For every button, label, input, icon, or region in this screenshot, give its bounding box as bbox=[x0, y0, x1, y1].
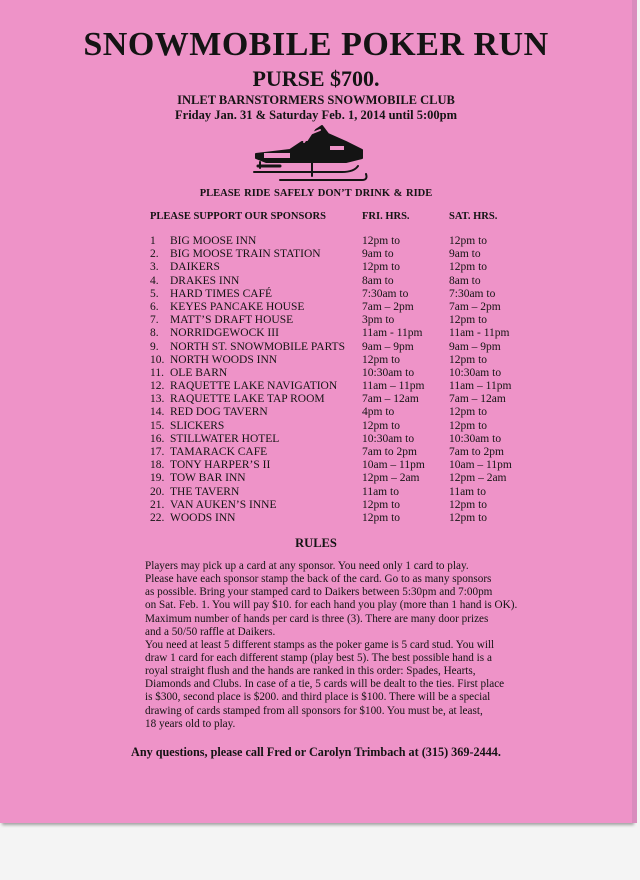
list-item bbox=[0, 327, 632, 340]
sponsor-number: 22. bbox=[150, 511, 165, 524]
sponsor-number: 12. bbox=[150, 380, 165, 393]
sponsor-name: NORTH ST. SNOWMOBILE PARTS bbox=[170, 340, 345, 353]
rule-line: as possible. Bring your stamped card to Daikers between 5:30pm and 7:00pm bbox=[145, 586, 493, 599]
list-item bbox=[0, 472, 632, 485]
list-item bbox=[0, 499, 632, 512]
sponsor-number: 19. bbox=[150, 472, 165, 485]
sat-hours-header: SAT. HRS. bbox=[449, 211, 498, 222]
rule-line: and a 50/50 raffle at Daikers. bbox=[145, 625, 276, 638]
list-item bbox=[0, 393, 632, 406]
rule-line: Maximum number of hands per card is three (3). There are many door prizes bbox=[145, 612, 489, 625]
sponsor-number: 18. bbox=[150, 459, 165, 472]
rule-line: drawing of cards stamped from all sponsors for $100. You must be, at least, bbox=[145, 704, 483, 717]
sponsor-sat-hours: 12pm to bbox=[449, 353, 488, 366]
sponsor-number: 20. bbox=[150, 485, 165, 498]
sponsor-number: 5. bbox=[150, 287, 159, 300]
sponsor-sat-hours: 8am to bbox=[449, 274, 481, 287]
sponsor-number: 11. bbox=[150, 366, 164, 379]
list-item bbox=[0, 446, 632, 459]
sponsor-name: BIG MOOSE TRAIN STATION bbox=[170, 248, 321, 261]
sponsor-fri-hours: 11am to bbox=[362, 485, 399, 498]
sponsor-sat-hours: 11am - 11pm bbox=[449, 327, 510, 340]
sponsor-fri-hours: 11am - 11pm bbox=[362, 327, 423, 340]
rule-line: on Sat. Feb. 1. You will pay $10. for each hand you play (more than 1 hand is OK). bbox=[145, 599, 518, 612]
list-item bbox=[0, 367, 632, 380]
sponsor-sat-hours: 12pm to bbox=[449, 511, 488, 524]
sponsor-fri-hours: 9am to bbox=[362, 248, 394, 261]
sponsor-number: 7. bbox=[150, 314, 159, 327]
sponsor-fri-hours: 12pm to bbox=[362, 261, 401, 274]
purse-amount: PURSE $700. bbox=[252, 66, 380, 91]
flyer-title: SNOWMOBILE POKER RUN bbox=[83, 26, 549, 63]
sponsor-fri-hours: 3pm to bbox=[362, 314, 395, 327]
sponsor-sat-hours: 11am – 11pm bbox=[449, 380, 512, 393]
sponsor-sat-hours: 7:30am to bbox=[449, 287, 496, 300]
sponsor-fri-hours: 10am – 11pm bbox=[362, 459, 425, 472]
rule-line: 18 years old to play. bbox=[145, 717, 236, 730]
rule-line: Players may pick up a card at any sponsor. You need only 1 card to play. bbox=[145, 560, 469, 572]
event-dates: Friday Jan. 31 & Saturday Feb. 1, 2014 until 5:00pm bbox=[175, 108, 457, 122]
sponsor-sat-hours: 11am to bbox=[449, 485, 486, 498]
list-item bbox=[0, 433, 632, 446]
sponsor-fri-hours: 12pm to bbox=[362, 511, 401, 524]
sponsor-number: 6. bbox=[150, 300, 159, 313]
sponsor-number: 3. bbox=[150, 261, 159, 274]
sponsor-fri-hours: 7am to 2pm bbox=[362, 446, 417, 458]
page-edge bbox=[632, 0, 637, 823]
list-item bbox=[0, 248, 632, 261]
sponsor-fri-hours: 12pm to bbox=[362, 235, 401, 247]
list-item bbox=[0, 420, 632, 433]
rule-line: draw 1 card for each different stamp (play best 5). The best possible hand is a bbox=[145, 651, 492, 664]
sponsor-list bbox=[0, 235, 632, 525]
sponsor-name: DAIKERS bbox=[170, 261, 220, 274]
sponsor-name: RAQUETTE LAKE NAVIGATION bbox=[170, 380, 338, 393]
sponsor-number: 8. bbox=[150, 327, 159, 340]
sponsor-sat-hours: 12pm to bbox=[449, 314, 488, 327]
sponsor-name: DRAKES INN bbox=[170, 274, 240, 287]
rule-line: You need at least 5 different stamps as the poker game is 5 card stud. You will bbox=[145, 638, 495, 651]
sponsor-name: THE TAVERN bbox=[170, 485, 240, 498]
list-item bbox=[0, 380, 632, 393]
rule-line: is $300, second place is $200. and third place is $100. There will be a special bbox=[145, 691, 491, 704]
sponsor-number: 1 bbox=[150, 235, 156, 247]
list-item bbox=[0, 406, 632, 419]
sponsor-sat-hours: 7am to 2pm bbox=[449, 446, 504, 458]
sponsor-fri-hours: 7am – 12am bbox=[362, 393, 419, 406]
sponsor-sat-hours: 12pm – 2am bbox=[449, 472, 507, 485]
sponsor-fri-hours: 7:30am to bbox=[362, 287, 409, 300]
sponsor-fri-hours: 12pm to bbox=[362, 353, 401, 366]
sponsor-fri-hours: 12pm to bbox=[362, 419, 401, 432]
sponsor-sat-hours: 12pm to bbox=[449, 406, 488, 419]
list-item bbox=[0, 275, 632, 288]
sponsor-sat-hours: 12pm to bbox=[449, 261, 488, 274]
sponsor-name: TONY HARPER’S II bbox=[170, 459, 271, 472]
list-item bbox=[0, 354, 632, 367]
sponsor-number: 15. bbox=[150, 419, 165, 432]
sponsor-number: 9. bbox=[150, 340, 159, 353]
sponsor-fri-hours: 10:30am to bbox=[362, 432, 415, 445]
sponsor-fri-hours: 11am – 11pm bbox=[362, 380, 425, 393]
sponsor-number: 10. bbox=[150, 353, 165, 366]
safety-message: PLEASE RIDE SAFELY DON’T DRINK & RIDE bbox=[199, 188, 433, 199]
sponsor-number: 21. bbox=[150, 498, 165, 511]
sponsor-name: RAQUETTE LAKE TAP ROOM bbox=[170, 393, 325, 406]
rule-line: Please have each sponsor stamp the back of the card. Go to as many sponsors bbox=[145, 573, 492, 586]
sponsor-name: STILLWATER HOTEL bbox=[170, 432, 280, 445]
sponsor-fri-hours: 12pm – 2am bbox=[362, 472, 420, 485]
list-item bbox=[0, 459, 632, 472]
snowmobile-icon bbox=[250, 120, 368, 188]
list-item bbox=[0, 512, 632, 525]
sponsor-name: NORTH WOODS INN bbox=[170, 353, 278, 366]
list-item bbox=[0, 486, 632, 499]
sponsor-fri-hours: 12pm to bbox=[362, 498, 401, 511]
sponsor-sat-hours: 10:30am to bbox=[449, 366, 502, 379]
sponsor-fri-hours: 10:30am to bbox=[362, 366, 415, 379]
sponsor-sat-hours: 10:30am to bbox=[449, 432, 502, 445]
list-item bbox=[0, 341, 632, 354]
sponsor-sat-hours: 12pm to bbox=[449, 235, 488, 247]
sponsor-fri-hours: 4pm to bbox=[362, 406, 395, 419]
club-name: INLET BARNSTORMERS SNOWMOBILE CLUB bbox=[177, 93, 455, 107]
sponsor-name: TAMARACK CAFE bbox=[170, 446, 268, 458]
sponsor-sat-hours: 9am – 9pm bbox=[449, 340, 501, 353]
rule-line: Diamonds and Clubs. In case of a tie, 5 cards will be dealt to the ties. First place bbox=[145, 678, 505, 691]
list-item bbox=[0, 314, 632, 327]
sponsor-sat-hours: 10am – 11pm bbox=[449, 459, 512, 472]
sponsors-header: PLEASE SUPPORT OUR SPONSORS bbox=[150, 211, 326, 222]
sponsor-name: OLE BARN bbox=[170, 366, 228, 379]
list-item bbox=[0, 301, 632, 314]
sponsor-name: MATT’S DRAFT HOUSE bbox=[170, 314, 294, 327]
sponsor-sat-hours: 9am to bbox=[449, 248, 481, 261]
contact-info: Any questions, please call Fred or Carolyn Trimbach at (315) 369-2444. bbox=[131, 745, 501, 759]
sponsor-name: SLICKERS bbox=[170, 419, 225, 432]
sponsor-name: KEYES PANCAKE HOUSE bbox=[170, 300, 305, 313]
list-item bbox=[0, 288, 632, 301]
rules-heading: RULES bbox=[295, 536, 337, 550]
sponsor-sat-hours: 7am – 2pm bbox=[449, 300, 501, 313]
sponsor-sat-hours: 7am – 12am bbox=[449, 393, 506, 406]
sponsor-name: WOODS INN bbox=[170, 511, 236, 524]
sponsor-number: 14. bbox=[150, 406, 165, 419]
sponsor-sat-hours: 12pm to bbox=[449, 419, 488, 432]
sponsor-name: HARD TIMES CAFÉ bbox=[170, 287, 273, 300]
sponsor-name: RED DOG TAVERN bbox=[170, 406, 268, 419]
sponsor-number: 2. bbox=[150, 248, 159, 261]
rule-line: royal straight flush and the hands are ranked in this order: Spades, Hearts, bbox=[145, 665, 476, 678]
list-item bbox=[0, 261, 632, 274]
sponsor-number: 4. bbox=[150, 274, 159, 287]
sponsor-name: BIG MOOSE INN bbox=[170, 235, 257, 247]
sponsor-number: 16. bbox=[150, 432, 165, 445]
sponsor-number: 13. bbox=[150, 393, 165, 406]
list-item bbox=[0, 235, 632, 248]
sponsor-fri-hours: 9am – 9pm bbox=[362, 340, 414, 353]
rules-text bbox=[145, 560, 545, 731]
sponsor-fri-hours: 7am – 2pm bbox=[362, 300, 414, 313]
sponsor-sat-hours: 12pm to bbox=[449, 498, 488, 511]
sponsor-fri-hours: 8am to bbox=[362, 274, 394, 287]
sponsor-name: TOW BAR INN bbox=[170, 472, 246, 485]
sponsor-name: NORRIDGEWOCK III bbox=[170, 327, 279, 340]
sponsor-name: VAN AUKEN’S INNE bbox=[170, 498, 277, 511]
fri-hours-header: FRI. HRS. bbox=[362, 211, 410, 222]
sponsor-number: 17. bbox=[150, 446, 165, 458]
